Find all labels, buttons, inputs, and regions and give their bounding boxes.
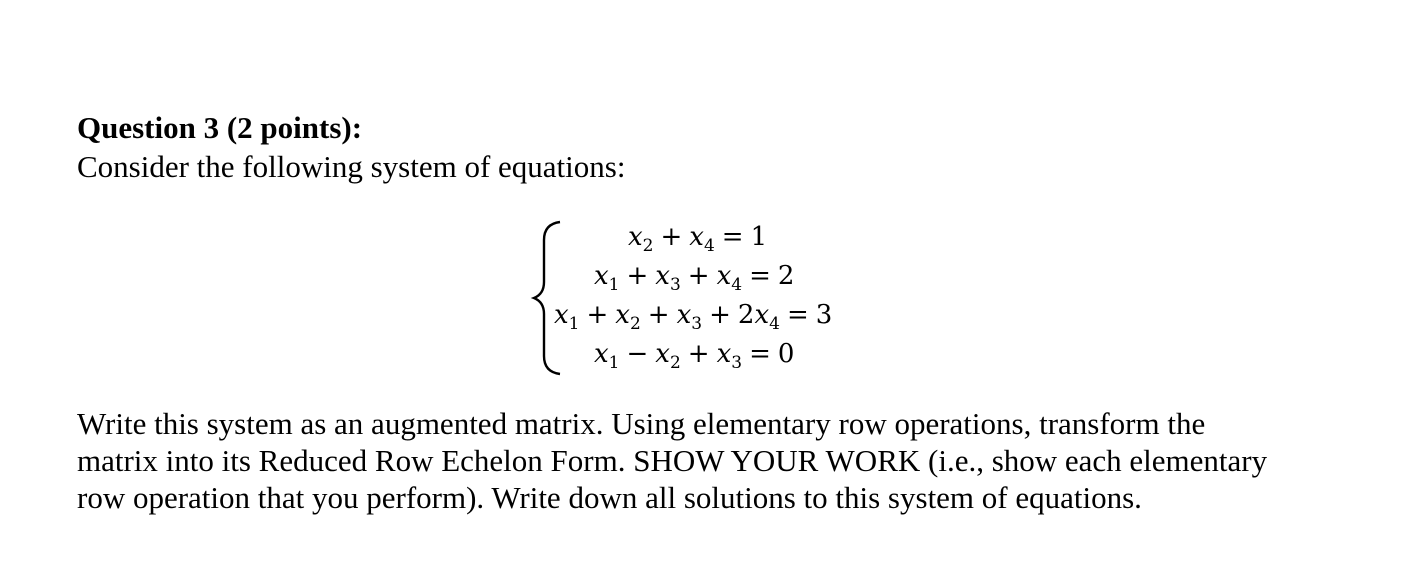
constant: 2 (777, 261, 795, 291)
equation-3 (554, 298, 832, 332)
variable-term: $x_1$ (594, 261, 620, 295)
question-title: Question 3 (2 points): (77, 110, 363, 145)
constant: 1 (750, 222, 768, 252)
operator: + (647, 300, 670, 330)
instruction-line: row operation that you perform). Write down all solutions to this system of equations. (77, 480, 1142, 515)
operator: + (626, 261, 649, 291)
operator: = (749, 261, 771, 291)
operator: = (749, 339, 771, 369)
variable-term: $x_4$ (689, 222, 715, 256)
equation-2 (594, 259, 794, 293)
variable-term: $x_2$ (655, 339, 681, 373)
operator: + (687, 261, 710, 291)
variable-term: $x_1$ (594, 339, 620, 373)
operator: − (626, 339, 649, 369)
variable-term: $x_4$ (716, 261, 743, 295)
variable-term: $x_3$ (676, 300, 703, 334)
operator: + (586, 300, 609, 330)
variable-term: $x_1$ (554, 300, 580, 334)
variable-term: $2x_4$ (737, 300, 780, 334)
variable-term: $x_2$ (628, 222, 654, 256)
instructions (77, 405, 1337, 516)
operator: = (786, 300, 809, 330)
variable-term: $x_3$ (716, 339, 743, 373)
operator: = (721, 222, 744, 252)
operator: + (687, 339, 710, 369)
constant: 0 (777, 339, 795, 369)
operator: + (660, 222, 683, 252)
operator: + (709, 300, 731, 330)
equation-1 (628, 220, 767, 254)
variable-term: $x_2$ (615, 300, 641, 334)
instruction-line: Write this system as an augmented matrix. Using elementary row operations, transform the (77, 406, 1206, 441)
question-intro: Consider the following system of equations: (77, 149, 626, 184)
equation-system (530, 218, 890, 378)
instruction-line: matrix into its Reduced Row Echelon Form. SHOW YOUR WORK (i.e., show each elementary (77, 443, 1268, 478)
variable-term: $x_3$ (655, 261, 681, 295)
constant: 3 (815, 300, 833, 330)
equation-4 (594, 337, 794, 371)
